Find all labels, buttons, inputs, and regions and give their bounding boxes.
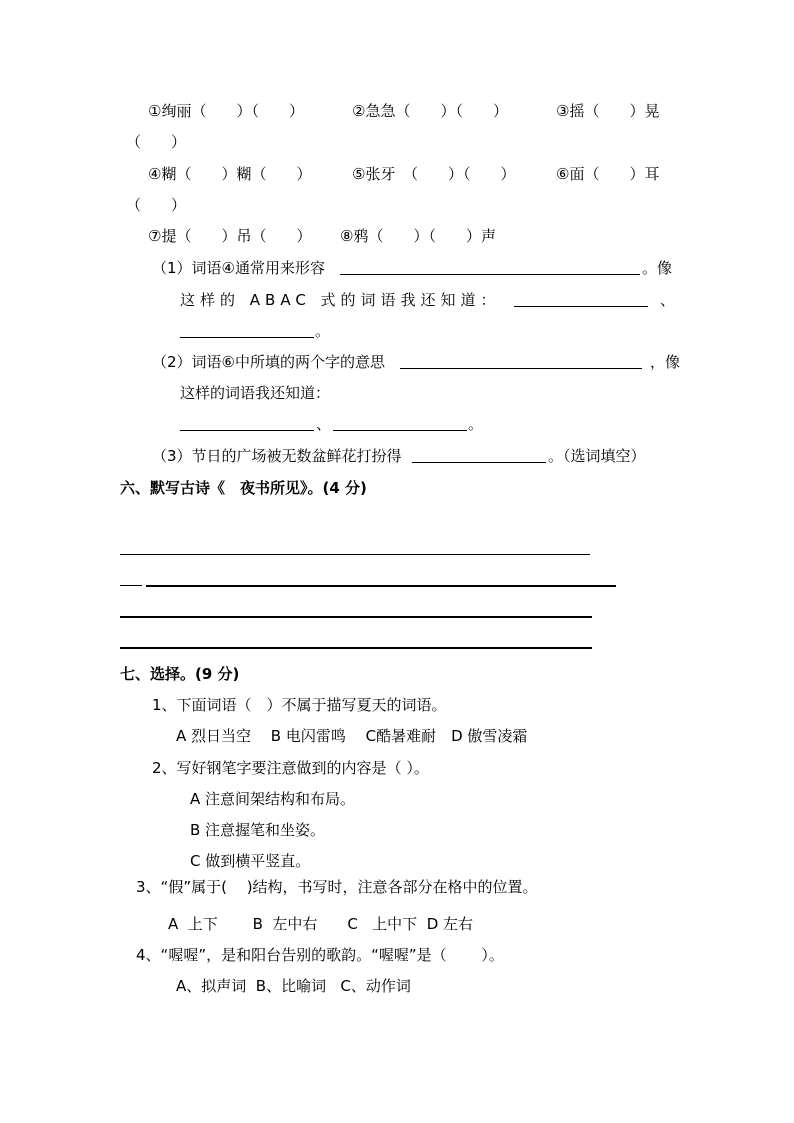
poem-line-3[interactable]: [120, 616, 592, 618]
word-row-1: [0, 101, 794, 121]
word-item-1: ①绚丽（ ）（ ）: [148, 102, 304, 120]
choice-question-3-options: A 上下 B 左中右 C 上中下 D 左右: [168, 915, 474, 933]
poem-line-2[interactable]: [146, 585, 616, 587]
answer-blank[interactable]: [180, 321, 314, 338]
choice-question-1: 1、下面词语（ ）不属于描写夏天的词语。: [152, 696, 447, 714]
word-item-2: ②急急（ ）（ ）: [352, 102, 508, 120]
word-row-1-cont: （ ）: [126, 133, 187, 151]
word-item-5: ⑤张牙 （ ）（ ）: [352, 165, 516, 183]
answer-blank[interactable]: [333, 414, 467, 431]
choice-question-2-option-b: B 注意握笔和坐姿。: [190, 821, 326, 839]
answer-blank[interactable]: [340, 258, 640, 275]
sub-question-3-stem: （3）节日的广场被无数盆鲜花打扮得: [152, 447, 402, 465]
answer-blank[interactable]: [412, 446, 546, 463]
poem-line-1[interactable]: [120, 554, 590, 555]
sub-question-3: [0, 446, 794, 466]
choice-question-1-options: A 烈日当空 B 电闪雷鸣 C酷暑难耐 D 傲雪凌霜: [176, 727, 528, 745]
period: 。: [315, 322, 331, 340]
answer-blank[interactable]: [514, 290, 648, 307]
choice-question-3: 3、“假”属于( )结构，书写时，注意各部分在格中的位置。: [136, 878, 538, 896]
poem-line-4[interactable]: [120, 647, 592, 649]
sub-question-1-line-3: [0, 321, 794, 341]
section-7-title: 七、选择。(9 分): [120, 665, 240, 683]
sub-question-3-tail: 。（选词填空）: [548, 447, 646, 465]
word-item-7: ⑦提（ ）吊（ ）: [148, 227, 312, 245]
sub-question-2-line-1: [0, 352, 794, 372]
sub-question-2-line-3: [0, 414, 794, 434]
sub-question-1-tail: 。像: [642, 259, 673, 277]
word-row-2: [0, 164, 794, 184]
sub-question-2-stem: （2）词语⑥中所填的两个字的意思: [152, 353, 385, 371]
word-item-6: ⑥面（ ）耳: [556, 165, 660, 183]
period: 。: [468, 415, 484, 433]
separator: 、: [316, 415, 332, 433]
answer-blank[interactable]: [400, 352, 642, 369]
sub-question-2-text: 这样的词语我还知道：: [180, 384, 331, 402]
choice-question-4-options: A、拟声词 B、比喻词 C、动作词: [176, 977, 411, 995]
sub-question-2-tail: ，像: [650, 353, 681, 371]
section-6-title: 六、默写古诗《 夜书所见》。(4 分): [120, 479, 367, 497]
sub-question-1-text: 这样的 ABAC 式的词语我还知道：: [180, 291, 501, 309]
sub-question-1-line-2: [0, 290, 794, 310]
word-row-2-cont: （ ）: [126, 196, 187, 214]
poem-line-2-lead: [120, 585, 142, 586]
word-item-3: ③摇（ ）晃: [556, 102, 660, 120]
word-row-3: [0, 226, 794, 246]
sub-question-1-stem: （1）词语④通常用来形容: [152, 259, 325, 277]
choice-question-2-option-a: A 注意间架结构和布局。: [190, 790, 356, 808]
choice-question-4: 4、“喔喔”，是和阳台告别的歌韵。“喔喔”是（ ）。: [136, 946, 504, 964]
choice-question-2: 2、写好钢笔字要注意做到的内容是（ ）。: [152, 759, 429, 777]
word-item-8: ⑧鸦（ ）（ ）声: [340, 227, 496, 245]
separator: 、: [660, 291, 676, 309]
choice-question-2-option-c: C 做到横平竖直。: [190, 852, 311, 870]
word-item-4: ④糊（ ）糊（ ）: [148, 165, 312, 183]
answer-blank[interactable]: [180, 414, 314, 431]
sub-question-1-line-1: [0, 258, 794, 278]
